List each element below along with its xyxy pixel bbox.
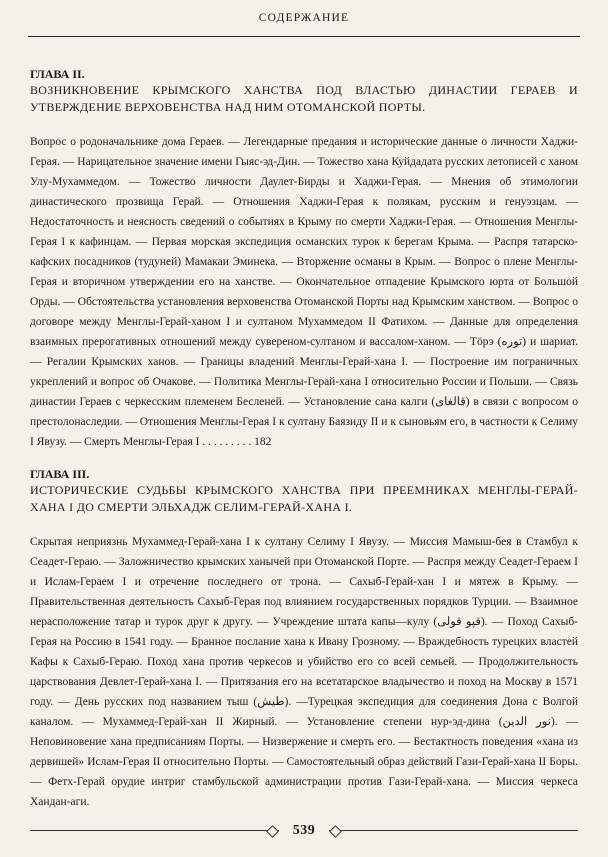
chapter-summary xyxy=(30,132,578,452)
contents-text xyxy=(30,52,578,812)
running-title: СОДЕРЖАНИЕ xyxy=(258,12,350,24)
chapter-summary-text: Вопрос о родоначальнике дома Гераев. — Легендарные предания и исторические данные о личности Хаджи-Герая. — Нарицательное значение имени Гыяс-эд-Дин. — Тожество хана Куйдадата русских летописей с ханом Улу-Мухаммедом. — Тожество личности Даулет-Бирды и Хаджи-Герая. — Мнения об этимологии династического прозвища Герай. — Отношения Хаджи-Герая к полякам, русским и генуэзцам. — Недостаточность и неясность сведений о событиях в Крыму по смерти Хаджи-Герая. — Отношения Менглы-Герая I к кафинцам. — Первая морская экспедиция османских турок к берегам Крыма. — Распря татарско-кафских посадников (тудуней) Мамакаи Эминека. — Вторжение османы в Крым. — Вопрос о плене Менглы-Герая и вторичном утверждении его на ханстве. — Окончательное отпадение Крымского юрта от Большой Орды. — Обстоятельства установления верховенства Отоманской Порты над Крымским ханством. — Вопрос о договоре между Менглы-Герай-ханом I и султаном Мухаммедом II Фатихом. — Данные для определения взаимных прерогативных отношений между сувереном-султаном и вассалом-ханом. — Тӧрэ (توره) и шариат. — Регалии Крымских ханов. — Границы владений Менглы-Герай-хана I. — Построение им пограничных укреплений и вопрос об Очакове. — Политика Менглы-Герай-хана I относительно России и Польши. — Связь династии Гераев с черкесским племенем Бесленей. — Установление сана калги (قالغاى) в связи с вопросом о престолонаследии. — Отношения Менглы-Герая I к султану Баязиду II и к сыновьям его, в частности к Селиму I Явузу. — Смерть Менглы-Герая I . . . . . . . . . 182 xyxy=(30,136,578,448)
chapter-entry xyxy=(30,466,578,812)
chapter-entry xyxy=(30,66,578,452)
header-divider xyxy=(28,36,580,37)
chapter-summary-text: Скрытая неприязнь Мухаммед-Герай-хана I к султану Селиму I Явузу. — Миссия Мамыш-бея в Стамбул к Сеадет-Гераю. — Заложничество крымских ханычей при Отоманской Порте. — Распря между Сеадет-Гераем I и Ислам-Гераем I и отречение последнего от трона. — Сахыб-Герай-хан I и мятеж в Крыму. — Правительственная деятельность Сахыб-Герая под влиянием государственных порядков Турции. — Взаимное нерасположение татар и турок друг к другу. — Учреждение штата капы—кулу (قپو قولى). — Поход Сахыб-Герая на Россию в 1541 году. — Бранное послание хана к Ивану Грозному. — Враждебность турецких властей Кафы к Сахыб-Гераю. Поход хана против черкесов и убийство его со всей семьей. — Продолжительность царствования Девлет-Герай-хана I. — Притязания его на всетатарское владычество и поход на Москву в 1571 году. — День русских под названием тыш (طيش). —Турецкая экспедиция для соединения Дона с Волгой каналом. — Мухаммед-Герай-хан II Жирный. — Установление степени нур-эд-дина (نور الدين). —Неповиновение хана предписаниям Порты. — Низвержение и смерть его. — Бестактность поведения «хана из дервишей» Ислам-Герая II относительно Порты. — Самостоятельный образ действий Гази-Герай-хана II Боры. — Фетх-Герай орудие интриг стамбульской администрации против Гази-Герай-хана. — Миссия черкеса Хандан-аги. xyxy=(30,536,579,808)
chapter-label: ГЛАВА II. xyxy=(30,67,85,81)
ornament-divider-left xyxy=(30,827,279,835)
chapter-label: ГЛАВА III. xyxy=(30,467,90,481)
page-number: 539 xyxy=(292,823,316,838)
ornament-divider-right xyxy=(329,827,578,835)
chapter-title: ИСТОРИЧЕСКИЕ СУДЬБЫ КРЫМСКОГО ХАНСТВА ПРИ ПРЕЕМНИКАХ МЕНГЛЫ-ГЕРАЙ-ХАНА I ДО СМЕРТИ ЭЛЬХАДЖ СЕЛИМ-ГЕРАЙ-ХАНА I. xyxy=(30,483,578,514)
chapter-summary xyxy=(30,532,578,812)
chapter-title: ВОЗНИКНОВЕНИЕ КРЫМСКОГО ХАНСТВА ПОД ВЛАСТЬЮ ДИНАСТИИ ГЕРАЕВ И УТВЕРЖДЕНИЕ ВЕРХОВЕНСТВА НАД НИМ ОТОМАНСКОЙ ПОРТЫ. xyxy=(30,83,578,114)
page-footer xyxy=(30,823,578,839)
